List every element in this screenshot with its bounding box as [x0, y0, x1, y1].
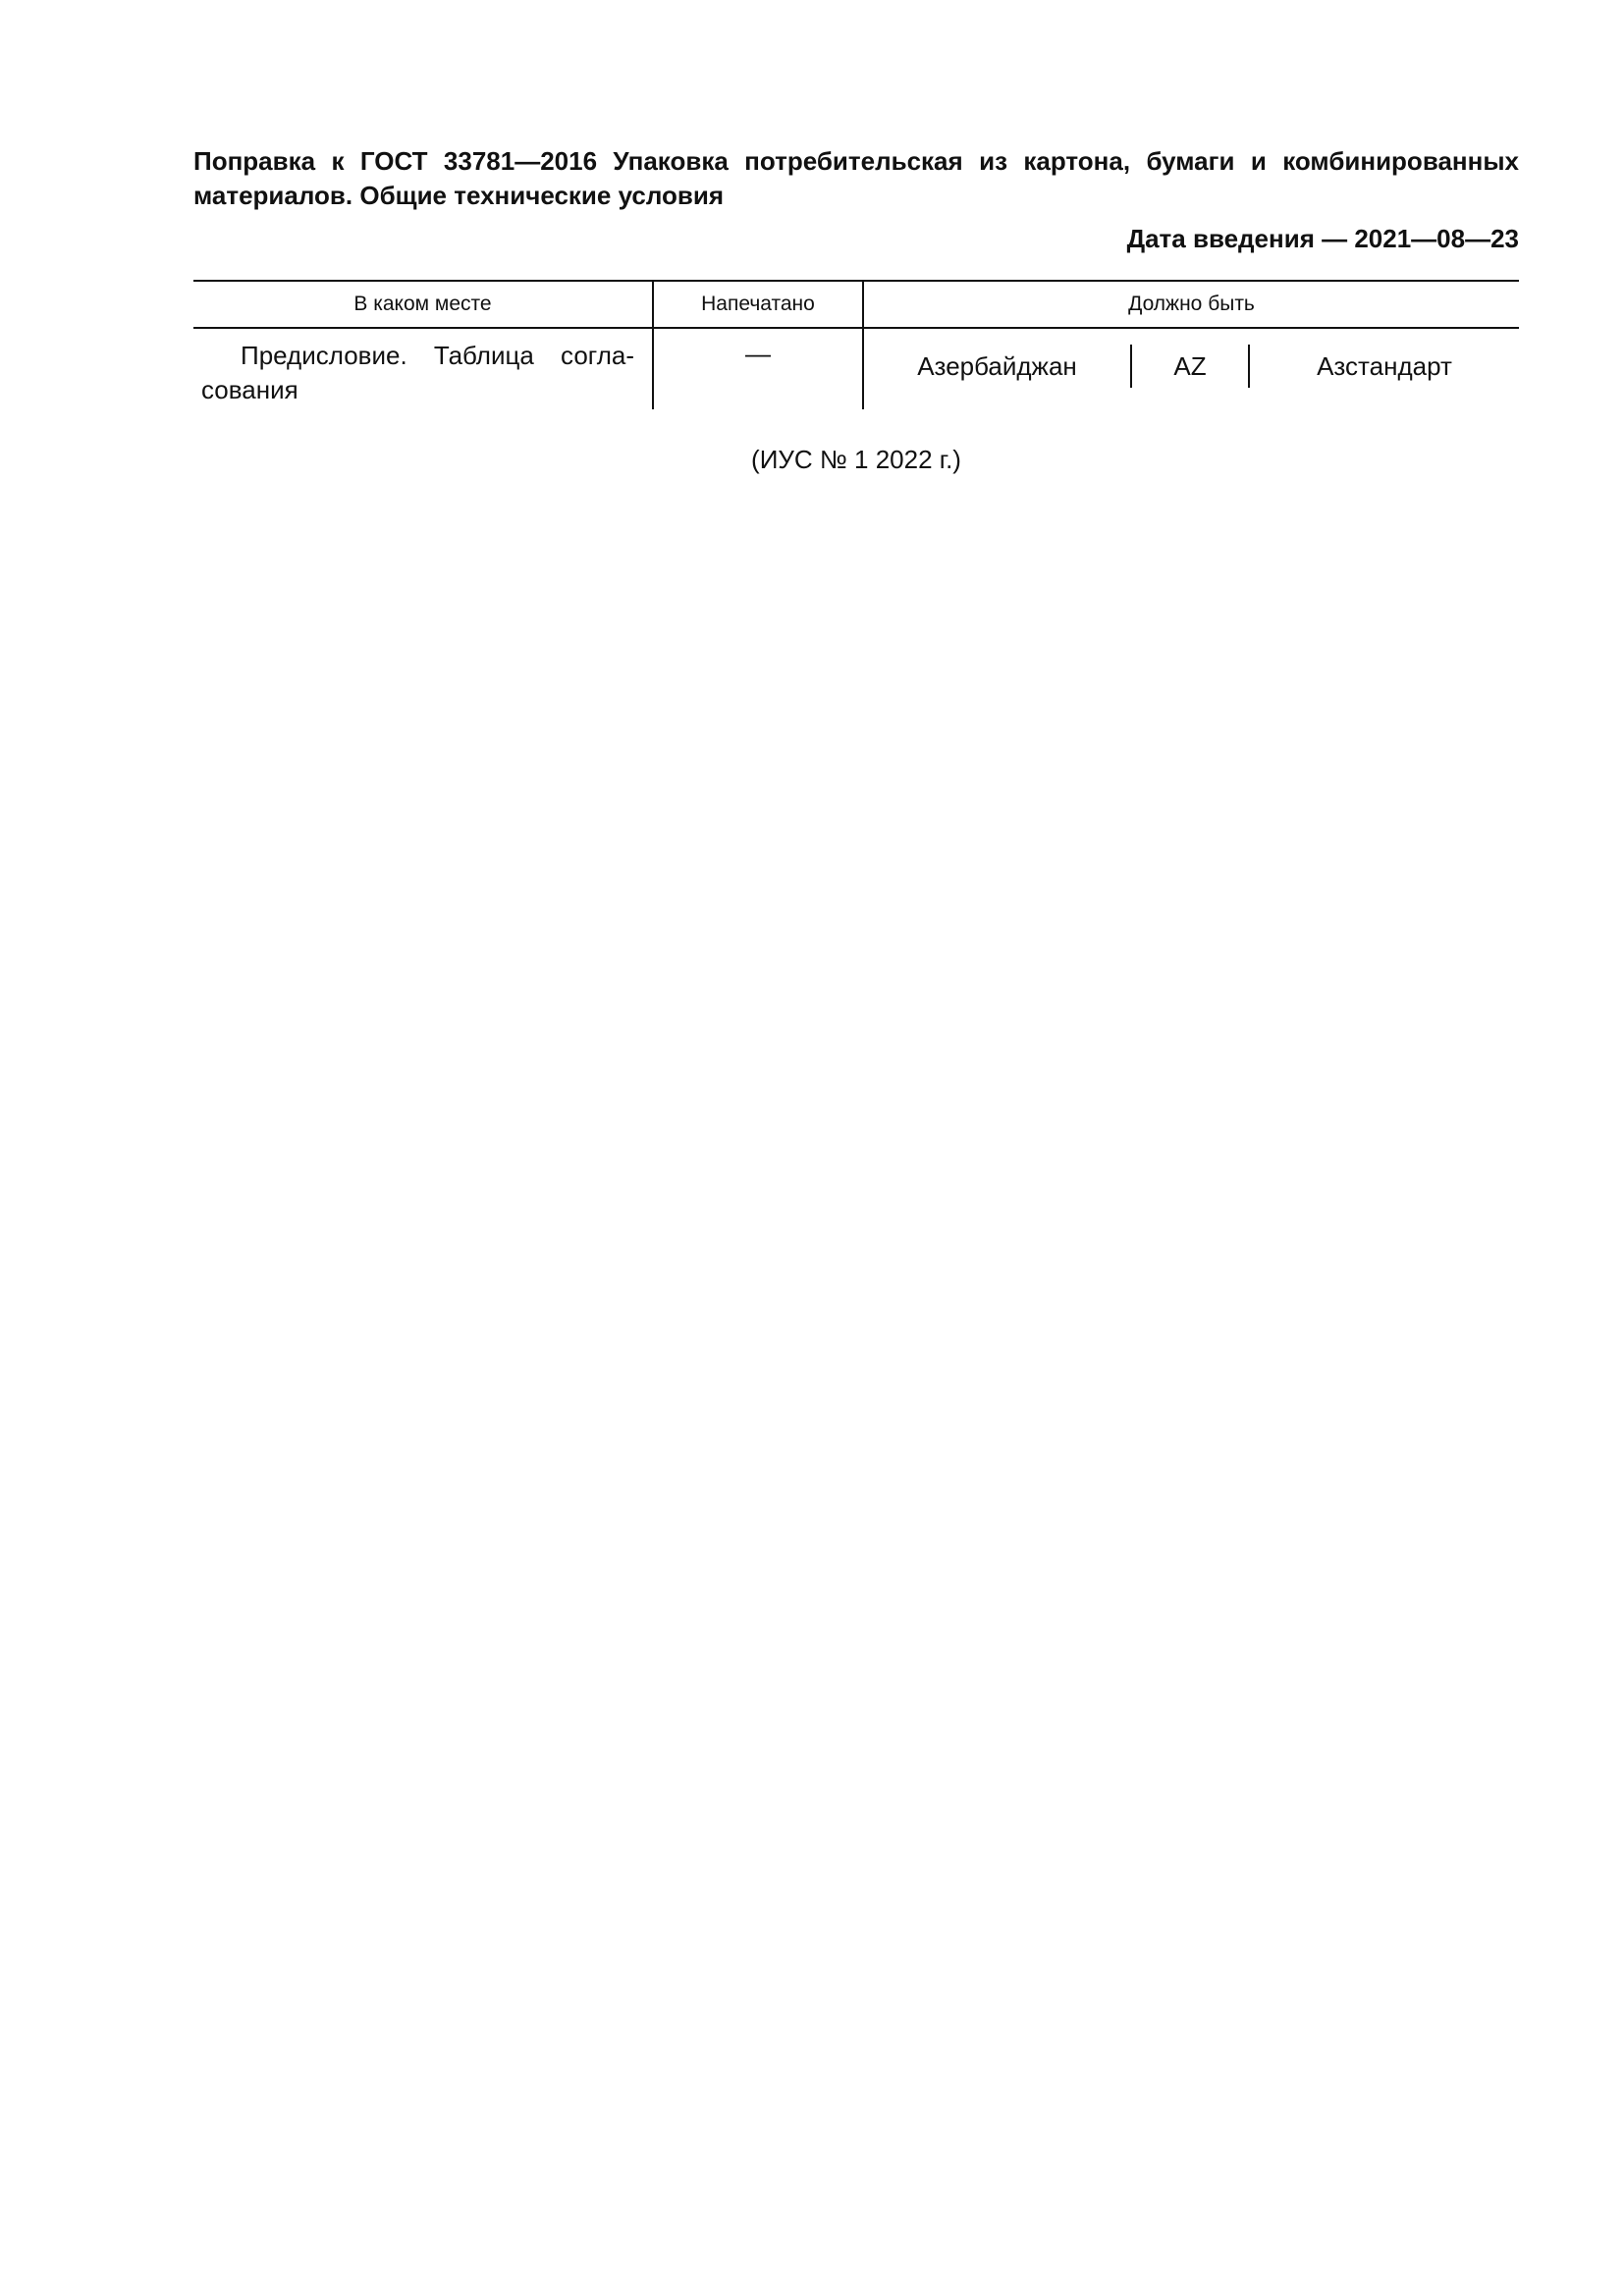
- printed-text: —: [745, 339, 771, 368]
- header-place: В каком месте: [193, 281, 653, 328]
- table-header-row: [193, 281, 1519, 328]
- table-row: [193, 328, 1519, 409]
- cell-printed: [653, 328, 863, 409]
- footnote-ius: (ИУС № 1 2022 г.): [751, 445, 961, 474]
- should-be-code: AZ: [1130, 345, 1250, 388]
- document-title: Поправка к ГОСТ 33781—2016 Упаковка потребительская из картона, бумаги и комбинированных материалов. Общие технические условия: [193, 146, 1519, 210]
- cell-should-be: [863, 328, 1519, 409]
- should-be-row: [864, 345, 1519, 388]
- amendment-table: [193, 280, 1519, 409]
- place-text: Предисловие. Таблица согла-сования: [201, 341, 634, 404]
- header-printed: Напечатано: [653, 281, 863, 328]
- header-should-be: Должно быть: [863, 281, 1519, 328]
- should-be-organization: Азстандарт: [1317, 350, 1452, 381]
- should-be-country: Азербайджан: [917, 350, 1077, 381]
- effective-date: Дата введения — 2021—08—23: [1126, 224, 1519, 253]
- cell-place: [193, 328, 653, 409]
